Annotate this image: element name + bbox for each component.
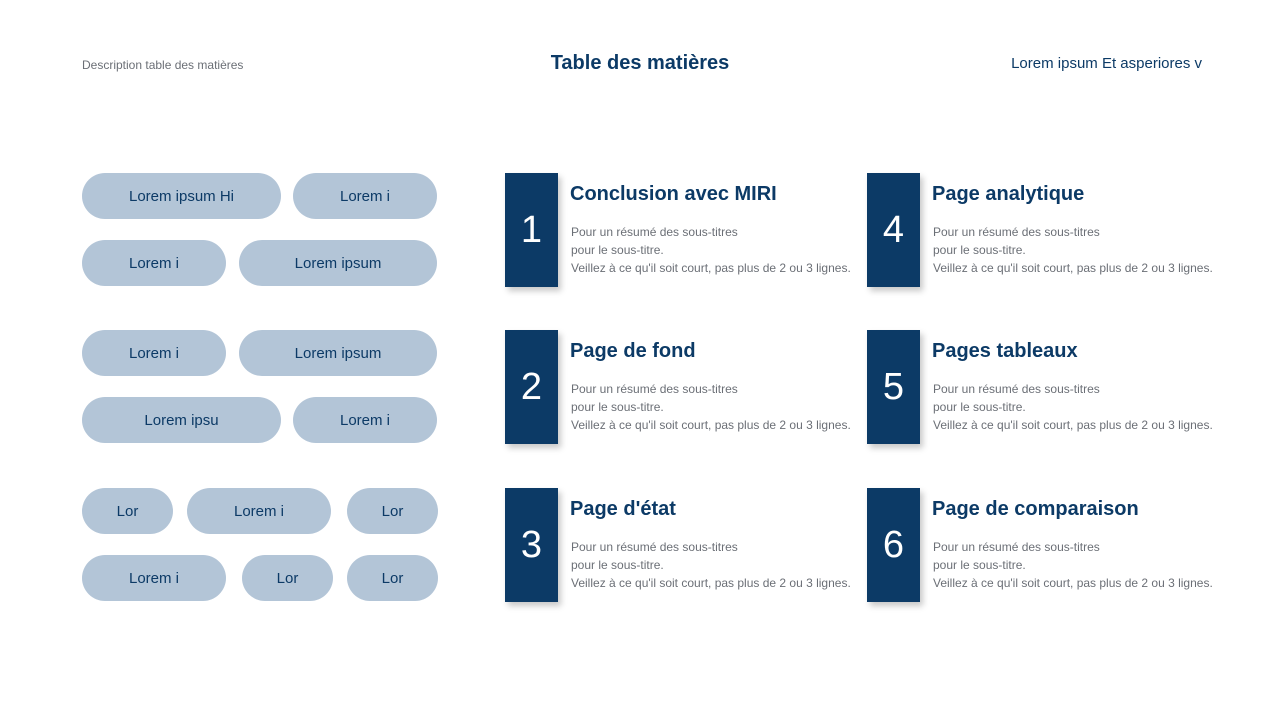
section-description: Pour un résumé des sous-titres pour le sous-titre. Veillez à ce qu'il soit court, pas plus de 2 ou 3 lignes. (933, 225, 1213, 275)
section-number: 2 (505, 330, 558, 444)
tag-pill[interactable]: Lorem ipsu (82, 397, 281, 443)
tag-pill[interactable]: Lor (82, 488, 173, 534)
section-title: Page d'état (570, 498, 676, 520)
tag-pill[interactable]: Lor (347, 488, 438, 534)
toc-item-3[interactable] (505, 488, 875, 602)
tag-pill[interactable]: Lorem i (82, 555, 226, 601)
tag-pill[interactable]: Lor (242, 555, 333, 601)
header-subtitle: Lorem ipsum Et asperiores v (1011, 55, 1202, 72)
toc-item-2[interactable] (505, 330, 875, 444)
section-number: 5 (867, 330, 920, 444)
tag-pill[interactable]: Lorem i (187, 488, 331, 534)
toc-item-6[interactable] (867, 488, 1237, 602)
tag-pill[interactable]: Lorem ipsum Hi (82, 173, 281, 219)
section-description: Pour un résumé des sous-titres pour le sous-titre. Veillez à ce qu'il soit court, pas plus de 2 ou 3 lignes. (933, 540, 1213, 590)
section-description: Pour un résumé des sous-titres pour le sous-titre. Veillez à ce qu'il soit court, pas plus de 2 ou 3 lignes. (933, 382, 1213, 432)
section-number: 4 (867, 173, 920, 287)
section-number: 3 (505, 488, 558, 602)
header-description: Description table des matières (82, 58, 244, 72)
tag-pill[interactable]: Lorem i (293, 397, 437, 443)
tag-pill[interactable]: Lorem ipsum (239, 240, 437, 286)
section-number: 6 (867, 488, 920, 602)
tag-pill[interactable]: Lor (347, 555, 438, 601)
toc-item-1[interactable] (505, 173, 875, 287)
page-title: Table des matières (550, 52, 730, 74)
section-title: Pages tableaux (932, 340, 1078, 362)
section-title: Page analytique (932, 183, 1085, 205)
section-title: Conclusion avec MIRI (570, 183, 777, 205)
toc-item-5[interactable] (867, 330, 1237, 444)
section-description: Pour un résumé des sous-titres pour le sous-titre. Veillez à ce qu'il soit court, pas plus de 2 ou 3 lignes. (571, 225, 851, 275)
section-title: Page de comparaison (932, 498, 1139, 520)
section-description: Pour un résumé des sous-titres pour le sous-titre. Veillez à ce qu'il soit court, pas plus de 2 ou 3 lignes. (571, 382, 851, 432)
section-description: Pour un résumé des sous-titres pour le sous-titre. Veillez à ce qu'il soit court, pas plus de 2 ou 3 lignes. (571, 540, 851, 590)
section-number: 1 (505, 173, 558, 287)
section-title: Page de fond (570, 340, 696, 362)
tag-pill[interactable]: Lorem i (293, 173, 437, 219)
toc-item-4[interactable] (867, 173, 1237, 287)
tag-pill[interactable]: Lorem i (82, 330, 226, 376)
tag-pill[interactable]: Lorem i (82, 240, 226, 286)
tag-pill[interactable]: Lorem ipsum (239, 330, 437, 376)
